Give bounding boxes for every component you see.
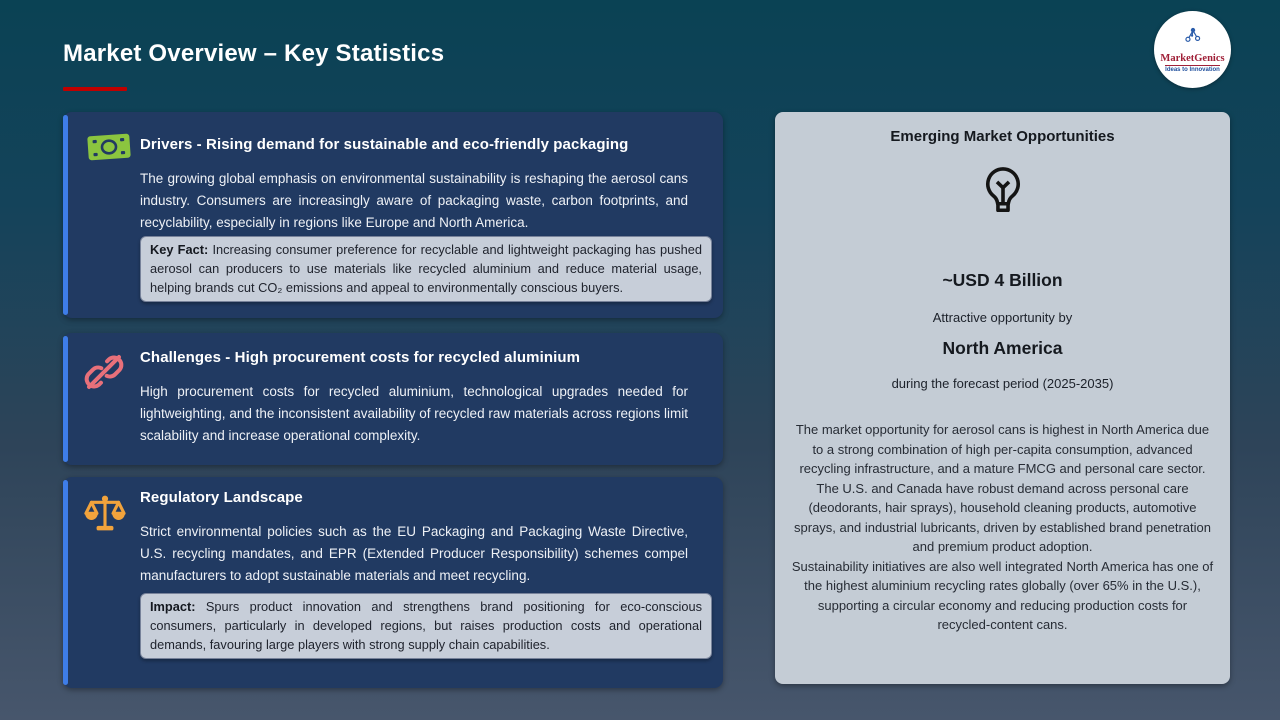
key-fact-text: Increasing consumer preference for recyclable and lightweight packaging has pushed aerosol can producers to use materials like recycled aluminium and reduce material usage, helping brands cut CO₂ emissions and appeal to environmentally conscious buyers. — [150, 242, 702, 295]
card-accent-bar — [63, 480, 68, 685]
money-banknote-icon — [85, 128, 133, 166]
opportunity-description — [790, 420, 1215, 635]
card-title: Drivers - Rising demand for sustainable and eco-friendly packaging — [140, 136, 629, 153]
opportunity-paragraph-1: The market opportunity for aerosol cans is highest in North America due to a strong combination of high per-capita consumption, advanced recycling infrastructure, and a mature FMCG and personal care sector. The U.S. and Canada have robust demand across personal care (deodorants, hair sprays), household cleaning products, automotive sprays, and industrial lubricants, driven by established brand penetration and premium product adoption. — [794, 422, 1211, 554]
regulatory-card — [63, 477, 723, 688]
card-body-text: The growing global emphasis on environmental sustainability is reshaping the aerosol cans industry. Consumers are increasingly aware of packaging waste, carbon footprints, and recyclability, especially in regions like Europe and North America. — [140, 171, 688, 230]
challenges-card — [63, 333, 723, 465]
panel-title: Emerging Market Opportunities — [890, 128, 1115, 145]
card-accent-bar — [63, 336, 68, 462]
opportunity-paragraph-2: Sustainability initiatives are also well integrated North America has one of the highest aluminium recycling rates globally (over 65% in the U.S.), supporting a circular economy and reducing production costs for recycled-content cans. — [791, 558, 1214, 632]
card-accent-bar — [63, 115, 68, 315]
broken-link-icon — [81, 349, 127, 395]
card-title: Regulatory Landscape — [140, 489, 303, 506]
drivers-card — [63, 112, 723, 318]
card-body-text: High procurement costs for recycled aluminium, technological upgrades needed for lightweighting, and the inconsistent availability of recycled raw materials across regions limit scalability and increase operational complexity. — [140, 384, 688, 443]
logo-name: MarketGenics — [1160, 52, 1225, 64]
page-title: Market Overview – Key Statistics — [63, 40, 445, 67]
emerging-opportunities-panel — [775, 112, 1230, 684]
impact-label: Impact: — [150, 599, 196, 614]
logo-tagline: Ideas to Innovation — [1165, 67, 1220, 74]
key-fact-box — [140, 236, 712, 302]
molecule-icon — [1182, 26, 1204, 53]
opportunity-period: during the forecast period (2025-2035) — [891, 376, 1114, 391]
impact-box — [140, 593, 712, 659]
card-title: Challenges - High procurement costs for recycled aluminium — [140, 349, 581, 366]
scales-icon — [83, 491, 127, 535]
marketgenics-logo — [1154, 11, 1231, 88]
lightbulb-icon — [974, 162, 1032, 222]
impact-text: Spurs product innovation and strengthens brand positioning for eco-conscious consumers, particularly in developed regions, but raises production costs and operational demands, favouring large players with strong supply chain capabilities. — [150, 599, 702, 652]
card-body-text: Strict environmental policies such as the EU Packaging and Packaging Waste Directive, U.S. recycling mandates, and EPR (Extended Producer Responsibility) schemes compel manufacturers to adopt sustainable materials and meet recycling. — [140, 524, 688, 583]
opportunity-caption: Attractive opportunity by — [932, 310, 1073, 325]
opportunity-value: ~USD 4 Billion — [942, 270, 1063, 290]
title-underline — [63, 87, 127, 91]
opportunity-region: North America — [942, 338, 1063, 358]
key-fact-label: Key Fact: — [150, 242, 209, 257]
